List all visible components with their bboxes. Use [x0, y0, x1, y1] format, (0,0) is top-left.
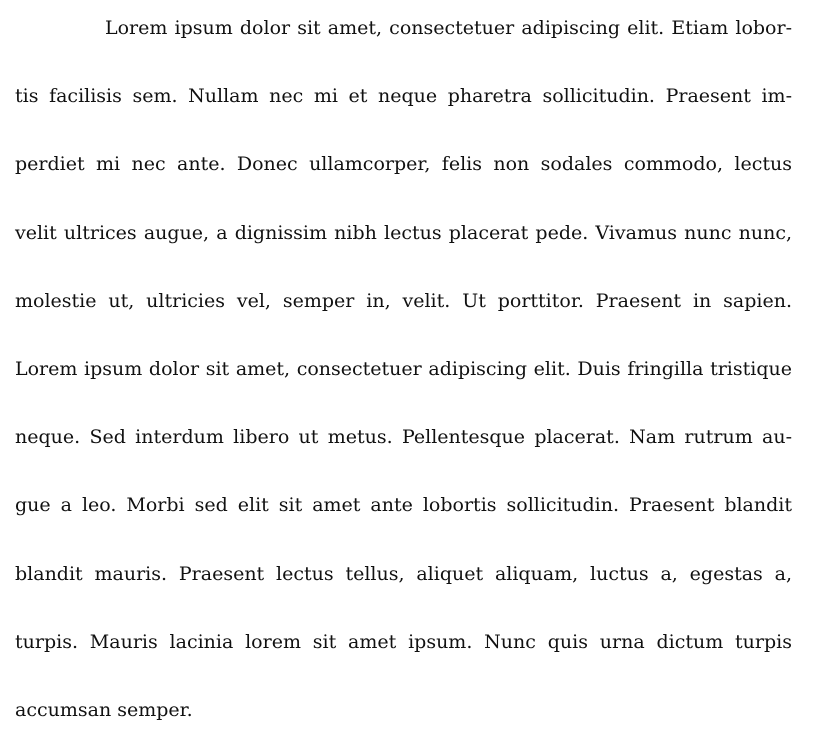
paragraph-line-2: tis facilisis sem. Nullam nec mi et neque pharetra sollicitudin. Praesent im- — [15, 85, 792, 108]
paragraph-line-4: velit ultrices augue, a dignissim nibh lectus placerat pede. Vivamus nunc nunc, — [15, 221, 792, 244]
paragraph-line-3: perdiet mi nec ante. Donec ullamcorper, felis non sodales commodo, lectus — [15, 153, 792, 176]
paragraph-line-6: Lorem ipsum dolor sit amet, consectetuer adipiscing elit. Duis fringilla tristique — [15, 357, 792, 380]
paragraph-line-8: gue a leo. Morbi sed elit sit amet ante lobortis sollicitudin. Praesent blandit — [15, 494, 792, 517]
paragraph-line-9: blandit mauris. Praesent lectus tellus, aliquet aliquam, luctus a, egestas a, — [15, 562, 792, 585]
paragraph-line-5: molestie ut, ultricies vel, semper in, velit. Ut porttitor. Praesent in sapien. — [15, 289, 792, 312]
paragraph-line-7: neque. Sed interdum libero ut metus. Pellentesque placerat. Nam rutrum au- — [15, 426, 792, 449]
paragraph-line-11: accumsan semper. — [15, 698, 193, 721]
paragraph-line-10: turpis. Mauris lacinia lorem sit amet ipsum. Nunc quis urna dictum turpis — [15, 630, 792, 653]
body-paragraph — [15, 0, 792, 735]
paragraph-line-1: Lorem ipsum dolor sit amet, consectetuer adipiscing elit. Etiam lobor- — [105, 17, 792, 39]
